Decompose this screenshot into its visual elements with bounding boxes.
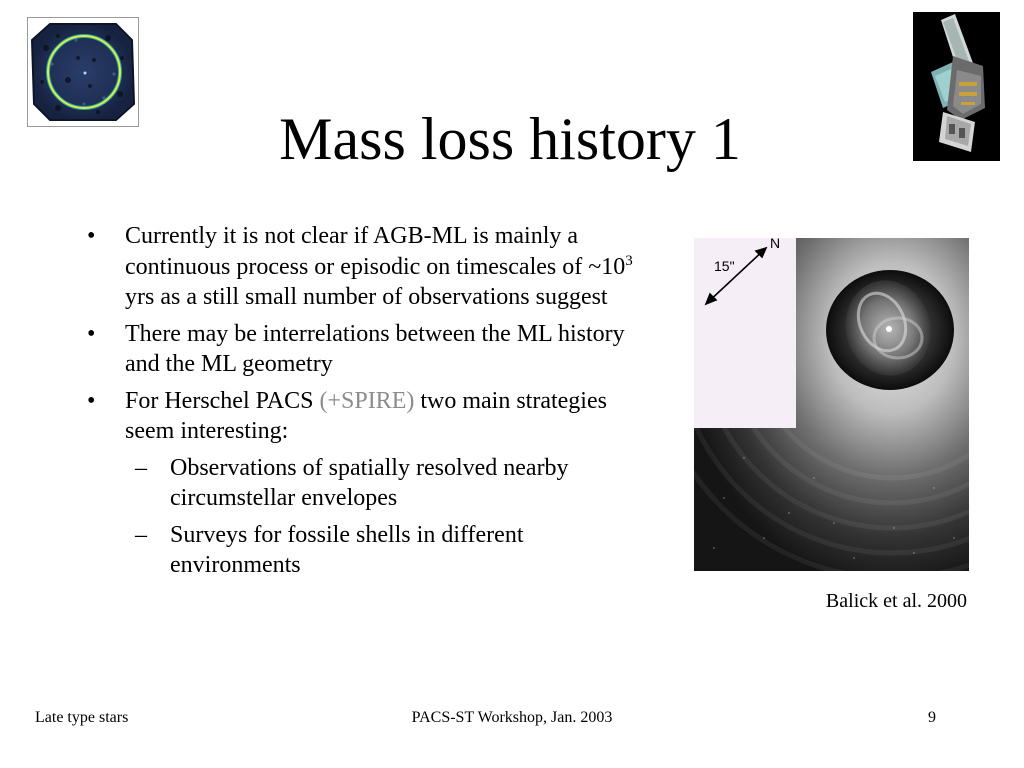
spire-highlight: (+SPIRE) bbox=[319, 387, 415, 414]
bullet-list bbox=[84, 221, 644, 587]
figure-caption: Balick et al. 2000 bbox=[825, 590, 967, 612]
scale-label: 15" bbox=[714, 258, 735, 274]
sub-bullet-list bbox=[125, 453, 644, 581]
bullet-text-continued: two main strategies seem interesting: bbox=[125, 387, 607, 444]
sub-bullet-item bbox=[125, 453, 644, 514]
superscript-exponent: 3 bbox=[625, 252, 633, 269]
bullet-text: For Herschel PACS bbox=[125, 387, 320, 414]
nebula-figure bbox=[694, 235, 969, 571]
sub-bullet-item bbox=[125, 520, 644, 581]
footer-center-text: PACS-ST Workshop, Jan. 2003 bbox=[411, 709, 613, 726]
bullet-text: There may be interrelations between the ML history and the ML geometry bbox=[125, 320, 625, 377]
bullet-item bbox=[84, 386, 644, 581]
footer-left-text: Late type stars bbox=[35, 709, 129, 726]
bullet-text: Currently it is not clear if AGB-ML is mainly a continuous process or episodic on timescales of ~10 bbox=[125, 223, 626, 280]
page-number: 9 bbox=[928, 709, 936, 726]
bullet-item bbox=[84, 319, 644, 380]
bullet-text-continued: yrs as a still small number of observations suggest bbox=[125, 284, 608, 310]
nebula-image bbox=[694, 238, 969, 571]
north-label: N bbox=[770, 235, 781, 251]
sub-bullet-text: Surveys for fossile shells in different environments bbox=[170, 521, 524, 578]
sub-bullet-text: Observations of spatially resolved nearby circumstellar envelopes bbox=[170, 454, 569, 511]
slide-title: Mass loss history 1 bbox=[279, 106, 741, 172]
bullet-item bbox=[84, 221, 644, 313]
